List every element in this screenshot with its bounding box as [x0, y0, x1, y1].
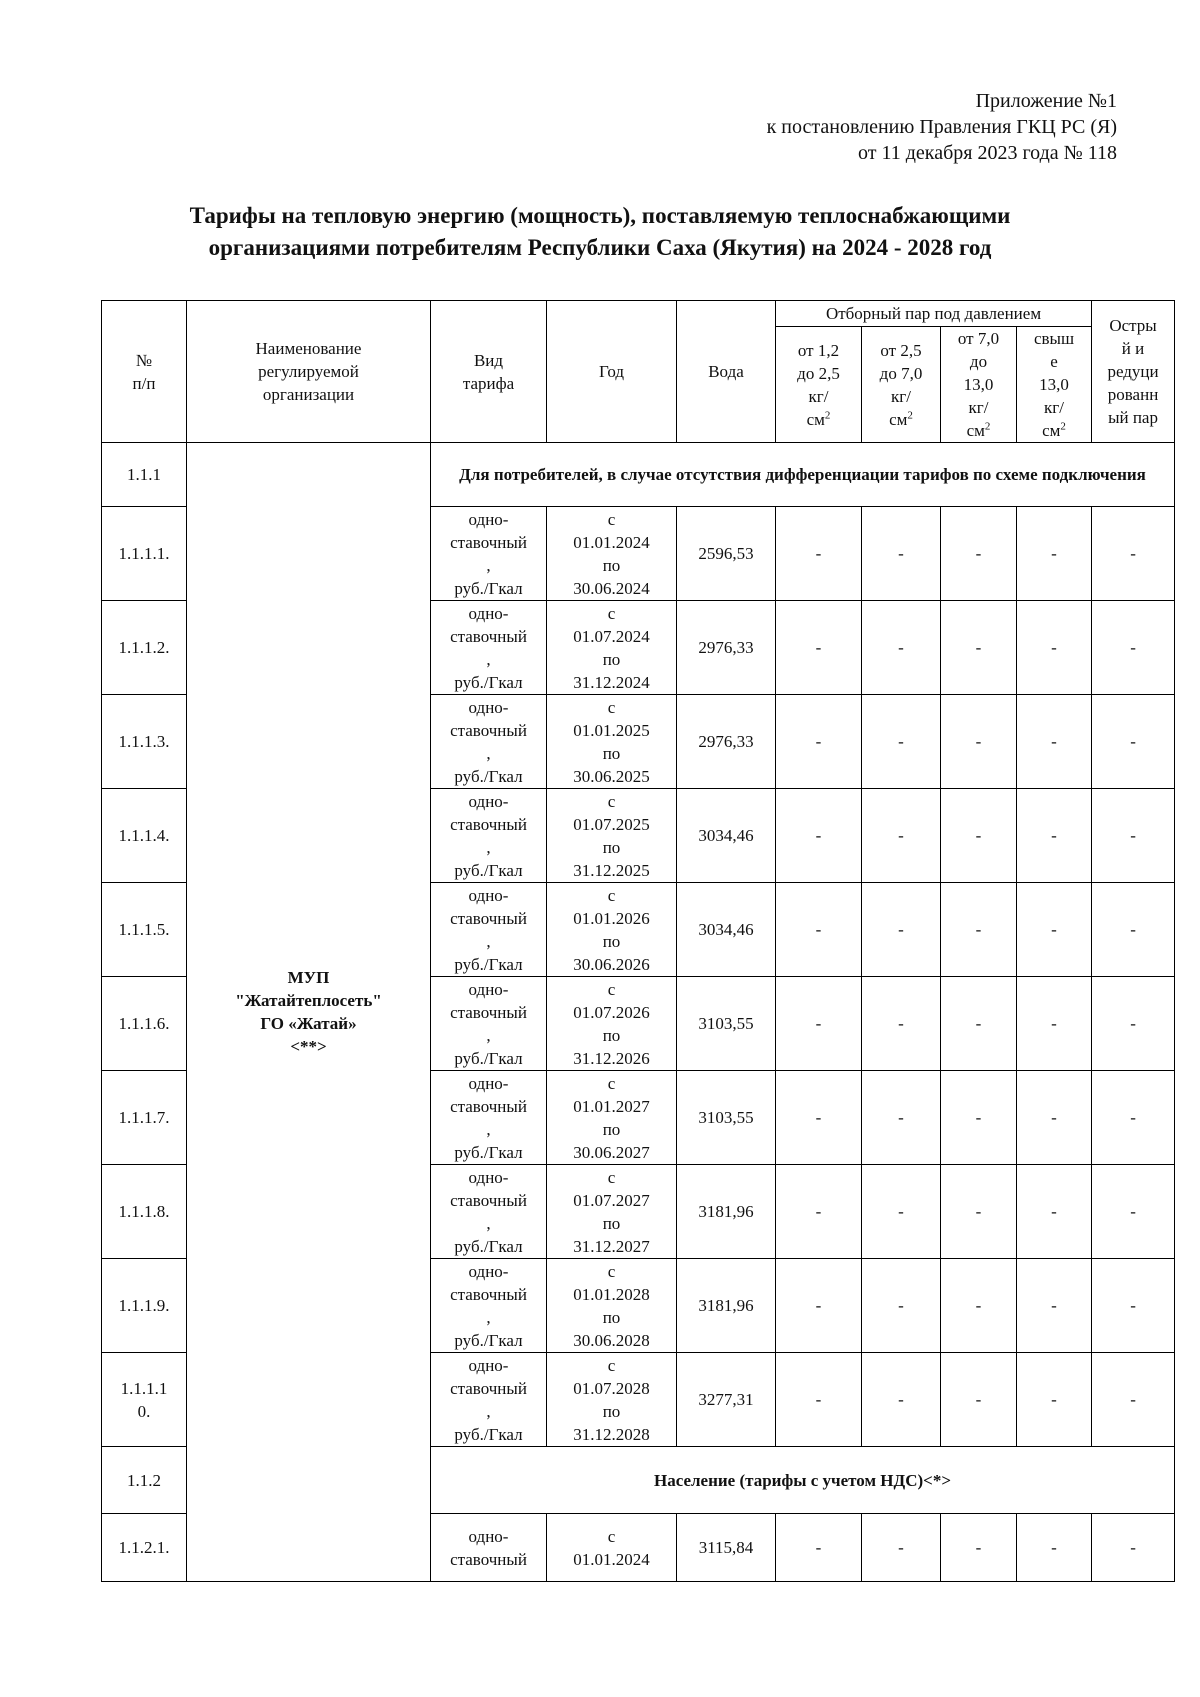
period-from-word: с: [607, 509, 616, 529]
steam-3-value: -: [941, 1165, 1017, 1259]
tariff-type-line: ставочный: [450, 1284, 527, 1304]
water-value: 2976,33: [677, 695, 776, 789]
row-num: 1.1.1.4.: [102, 789, 187, 883]
sharp-steam-value: -: [1092, 1353, 1175, 1447]
water-value: 2976,33: [677, 601, 776, 695]
period-from-date: 01.01.2028: [573, 1284, 650, 1304]
tariff-type-line: одно-: [468, 697, 509, 717]
tariff-type-line: одно-: [468, 1261, 509, 1281]
steam-4-value: -: [1017, 601, 1092, 695]
period-to-date: 30.06.2026: [573, 954, 650, 974]
header-steam-line: от 2,5: [880, 340, 922, 360]
header-steam-line: е: [1050, 352, 1058, 371]
period-to-word: по: [602, 1401, 621, 1421]
organization-line: <**>: [290, 1037, 327, 1056]
header-water: Вода: [677, 301, 776, 443]
tariff-period: [547, 1071, 677, 1165]
period-to-date: 31.12.2025: [573, 860, 650, 880]
row-num: 1.1.1.6.: [102, 977, 187, 1071]
annex-line: от 11 декабря 2023 года № 118: [858, 142, 1117, 164]
period-to-word: по: [602, 649, 621, 669]
header-steam-unit: [943, 419, 1014, 442]
tariff-type-line: одно-: [468, 885, 509, 905]
unit-text: см: [1042, 421, 1061, 440]
tariff-type: [431, 695, 547, 789]
tariff-period: [547, 695, 677, 789]
tariff-type-line: ставочный: [450, 1002, 527, 1022]
steam-1-value: -: [776, 789, 862, 883]
header-steam-line: 13,0: [963, 375, 994, 394]
title-line: организациями потребителям Республики Саха (Якутия) на 2024 - 2028 год: [208, 235, 992, 260]
header-org-line: организации: [262, 385, 355, 404]
steam-4-value: -: [1017, 977, 1092, 1071]
tariff-period: [547, 507, 677, 601]
tariff-type-line: ,: [486, 649, 491, 669]
tariff-type-line: одно-: [468, 1073, 509, 1093]
period-from-date: 01.01.2027: [573, 1096, 650, 1116]
period-from-date: 01.07.2027: [573, 1190, 650, 1210]
tariff-type-line: одно-: [468, 979, 509, 999]
header-tariff-type: [431, 301, 547, 443]
steam-3-value: -: [941, 1071, 1017, 1165]
section-label: Для потребителей, в случае отсутствия дифференциации тарифов по схеме подключения: [431, 443, 1175, 507]
tariff-type: [431, 1071, 547, 1165]
title-line: Тарифы на тепловую энергию (мощность), поставляемую теплоснабжающими: [189, 203, 1011, 228]
period-to-date: 30.06.2028: [573, 1330, 650, 1350]
tariff-type-line: ставочный: [450, 532, 527, 552]
steam-3-value: -: [941, 883, 1017, 977]
tariff-type-line: ставочный: [450, 1549, 527, 1569]
tariff-type-line: ставочный: [450, 814, 527, 834]
header-sharp-line: Остры: [1109, 316, 1157, 335]
header-tariff-line: тарифа: [462, 373, 515, 393]
tariff-type: [431, 883, 547, 977]
steam-4-value: -: [1017, 1353, 1092, 1447]
steam-2-value: -: [862, 1071, 941, 1165]
tariff-type-line: руб./Гкал: [454, 672, 523, 692]
sharp-steam-value: -: [1092, 1071, 1175, 1165]
sharp-steam-value: -: [1092, 1514, 1175, 1582]
tariff-type-line: одно-: [468, 509, 509, 529]
tariff-type-line: ставочный: [450, 1190, 527, 1210]
row-num-line: 0.: [137, 1401, 151, 1421]
header-sharp-line: ый пар: [1108, 408, 1158, 427]
steam-2-value: -: [862, 789, 941, 883]
unit-text: см: [966, 421, 985, 440]
tariff-type-line: одно-: [468, 603, 509, 623]
row-num: 1.1.1.8.: [102, 1165, 187, 1259]
tariff-type-line: руб./Гкал: [454, 1424, 523, 1444]
organization-line: "Жатайтеплосеть": [235, 991, 382, 1010]
tariff-period: [547, 601, 677, 695]
header-steam-line: кг/: [891, 386, 911, 406]
steam-4-value: -: [1017, 1259, 1092, 1353]
header-steam-line: до: [969, 352, 988, 371]
steam-3-value: -: [941, 601, 1017, 695]
annex-line: к постановлению Правления ГКЦ РС (Я): [766, 116, 1117, 138]
period-to-date: 31.12.2026: [573, 1048, 650, 1068]
header-row: [102, 301, 1175, 327]
section-row: [102, 443, 1175, 507]
steam-1-value: -: [776, 695, 862, 789]
steam-3-value: -: [941, 695, 1017, 789]
tariff-type-line: руб./Гкал: [454, 578, 523, 598]
header-steam-3: [941, 327, 1017, 443]
unit-text: см: [889, 409, 908, 429]
period-from-word: с: [607, 1261, 616, 1281]
steam-3-value: -: [941, 977, 1017, 1071]
tariff-type: [431, 789, 547, 883]
period-to-word: по: [602, 555, 621, 575]
row-num: [102, 1353, 187, 1447]
tariff-type-line: ставочный: [450, 720, 527, 740]
period-to-date: 30.06.2024: [573, 578, 650, 598]
steam-1-value: -: [776, 601, 862, 695]
steam-1-value: -: [776, 977, 862, 1071]
row-num: 1.1.1.9.: [102, 1259, 187, 1353]
tariff-type-line: руб./Гкал: [454, 1330, 523, 1350]
steam-2-value: -: [862, 1259, 941, 1353]
tariff-type-line: руб./Гкал: [454, 1048, 523, 1068]
tariff-type-line: ,: [486, 1119, 491, 1139]
period-to-word: по: [602, 1025, 621, 1045]
period-to-date: 31.12.2028: [573, 1424, 650, 1444]
tariff-type-line: ,: [486, 837, 491, 857]
header-steam-line: 13,0: [1039, 375, 1069, 394]
period-to-date: 31.12.2027: [573, 1236, 650, 1256]
steam-4-value: -: [1017, 1071, 1092, 1165]
tariff-type-line: ,: [486, 931, 491, 951]
steam-1-value: -: [776, 1514, 862, 1582]
header-sharp-line: рованн: [1107, 385, 1159, 404]
period-from-word: с: [607, 885, 616, 905]
period-from-date: 01.07.2026: [573, 1002, 650, 1022]
period-from-word: с: [607, 1355, 616, 1375]
header-steam-4: [1017, 327, 1092, 443]
steam-1-value: -: [776, 1259, 862, 1353]
tariff-period: [547, 1514, 677, 1582]
tariff-type-line: ,: [486, 1025, 491, 1045]
water-value: 3181,96: [677, 1165, 776, 1259]
steam-3-value: -: [941, 1514, 1017, 1582]
period-from-date: 01.07.2024: [573, 626, 650, 646]
water-value: 3181,96: [677, 1259, 776, 1353]
section-num: 1.1.1: [102, 443, 187, 507]
tariff-type-line: одно-: [468, 791, 509, 811]
header-sharp-line: редуци: [1107, 362, 1159, 381]
tariff-type: [431, 1165, 547, 1259]
water-value: 3277,31: [677, 1353, 776, 1447]
header-sharp-steam: [1092, 301, 1175, 443]
tariff-type-line: руб./Гкал: [454, 1236, 523, 1256]
water-value: 2596,53: [677, 507, 776, 601]
steam-2-value: -: [862, 1165, 941, 1259]
tariff-period: [547, 883, 677, 977]
section-label: Население (тарифы с учетом НДС)<*>: [431, 1447, 1175, 1514]
header-steam-group: Отборный пар под давлением: [776, 301, 1092, 327]
period-line: с: [607, 1526, 616, 1546]
header-steam-line: кг/: [808, 386, 829, 406]
unit-superscript: 2: [907, 408, 913, 421]
steam-1-value: -: [776, 1353, 862, 1447]
header-sharp-line: й и: [1121, 339, 1145, 358]
header-steam-line: до 2,5: [797, 363, 840, 383]
annex-line: Приложение №1: [975, 90, 1117, 112]
sharp-steam-value: -: [1092, 1165, 1175, 1259]
row-num: 1.1.1.3.: [102, 695, 187, 789]
steam-2-value: -: [862, 695, 941, 789]
tariff-type: [431, 1514, 547, 1582]
water-value: 3103,55: [677, 977, 776, 1071]
header-steam-line: от 7,0: [957, 329, 1000, 348]
period-from-date: 01.07.2028: [573, 1378, 650, 1398]
tariff-type-line: ,: [486, 1213, 491, 1233]
water-value: 3034,46: [677, 789, 776, 883]
water-value: 3103,55: [677, 1071, 776, 1165]
header-steam-line: кг/: [1044, 398, 1064, 417]
steam-4-value: -: [1017, 695, 1092, 789]
period-to-word: по: [602, 1307, 621, 1327]
tariff-period: [547, 1353, 677, 1447]
steam-4-value: -: [1017, 883, 1092, 977]
tariff-type-line: руб./Гкал: [454, 1142, 523, 1162]
unit-superscript: 2: [1060, 420, 1066, 433]
document-title: [100, 200, 1100, 264]
steam-3-value: -: [941, 507, 1017, 601]
sharp-steam-value: -: [1092, 601, 1175, 695]
header-num-line: п/п: [132, 373, 156, 393]
tariff-type: [431, 1259, 547, 1353]
tariff-type-line: ставочный: [450, 1378, 527, 1398]
sharp-steam-value: -: [1092, 695, 1175, 789]
header-steam-1: [776, 327, 862, 443]
tariff-type: [431, 977, 547, 1071]
steam-2-value: -: [862, 601, 941, 695]
tariff-type-line: одно-: [468, 1167, 509, 1187]
organization-line: ГО «Жатай»: [260, 1014, 357, 1033]
steam-1-value: -: [776, 507, 862, 601]
steam-2-value: -: [862, 1514, 941, 1582]
period-to-date: 31.12.2024: [573, 672, 650, 692]
tariff-type-line: ,: [486, 743, 491, 763]
period-to-word: по: [602, 931, 621, 951]
row-num: 1.1.2.1.: [102, 1514, 187, 1582]
period-from-date: 01.01.2024: [573, 532, 650, 552]
header-steam-line: кг/: [968, 398, 989, 417]
steam-2-value: -: [862, 977, 941, 1071]
header-steam-unit: [778, 408, 859, 431]
tariff-period: [547, 1259, 677, 1353]
steam-3-value: -: [941, 1353, 1017, 1447]
header-steam-unit: [864, 408, 938, 431]
header-steam-2: [862, 327, 941, 443]
organization-name: [187, 443, 431, 1582]
unit-superscript: 2: [824, 408, 831, 421]
sharp-steam-value: -: [1092, 977, 1175, 1071]
period-from-word: с: [607, 979, 616, 999]
tariff-type-line: ,: [486, 1401, 491, 1421]
period-to-date: 30.06.2027: [573, 1142, 650, 1162]
period-from-word: с: [607, 1073, 616, 1093]
period-to-word: по: [602, 1119, 621, 1139]
header-num-line: №: [135, 350, 153, 370]
period-to-word: по: [602, 1213, 621, 1233]
unit-superscript: 2: [984, 420, 991, 433]
annex-note: [767, 88, 1117, 166]
water-value: 3034,46: [677, 883, 776, 977]
steam-1-value: -: [776, 883, 862, 977]
sharp-steam-value: -: [1092, 789, 1175, 883]
steam-4-value: -: [1017, 789, 1092, 883]
header-steam-line: от 1,2: [797, 340, 840, 360]
period-from-word: с: [607, 1167, 616, 1187]
header-year: Год: [547, 301, 677, 443]
steam-4-value: -: [1017, 507, 1092, 601]
header-org-line: Наименование: [255, 339, 362, 358]
tariff-type-line: ставочный: [450, 908, 527, 928]
water-value: 3115,84: [677, 1514, 776, 1582]
header-tariff-line: Вид: [473, 350, 504, 370]
tariff-period: [547, 789, 677, 883]
period-from-word: с: [607, 697, 616, 717]
tariff-type-line: руб./Гкал: [454, 860, 523, 880]
tariff-type-line: руб./Гкал: [454, 954, 523, 974]
sharp-steam-value: -: [1092, 883, 1175, 977]
steam-4-value: -: [1017, 1165, 1092, 1259]
tariff-period: [547, 1165, 677, 1259]
steam-1-value: -: [776, 1165, 862, 1259]
tariff-period: [547, 977, 677, 1071]
period-to-date: 30.06.2025: [573, 766, 650, 786]
tariff-type-line: руб./Гкал: [454, 766, 523, 786]
sharp-steam-value: -: [1092, 507, 1175, 601]
section-num: 1.1.2: [102, 1447, 187, 1514]
row-num: 1.1.1.2.: [102, 601, 187, 695]
steam-2-value: -: [862, 883, 941, 977]
header-num: [102, 301, 187, 443]
tariff-type-line: ставочный: [450, 626, 527, 646]
steam-3-value: -: [941, 1259, 1017, 1353]
tariff-type-line: ,: [486, 1307, 491, 1327]
header-steam-line: свыш: [1033, 329, 1075, 348]
header-org-line: регулируемой: [258, 362, 359, 381]
period-from-date: 01.01.2026: [573, 908, 650, 928]
row-num: 1.1.1.1.: [102, 507, 187, 601]
header-steam-line: до 7,0: [879, 363, 923, 383]
header-org: [187, 301, 431, 443]
steam-1-value: -: [776, 1071, 862, 1165]
tariff-type: [431, 1353, 547, 1447]
period-from-date: 01.01.2025: [573, 720, 650, 740]
tariff-table: [101, 300, 1175, 1582]
steam-2-value: -: [862, 1353, 941, 1447]
tariff-type: [431, 601, 547, 695]
sharp-steam-value: -: [1092, 1259, 1175, 1353]
steam-2-value: -: [862, 507, 941, 601]
period-line: 01.01.2024: [573, 1549, 650, 1569]
tariff-type-line: одно-: [468, 1355, 509, 1375]
header-steam-unit: [1019, 419, 1089, 442]
steam-4-value: -: [1017, 1514, 1092, 1582]
steam-3-value: -: [941, 789, 1017, 883]
tariff-type-line: одно-: [468, 1526, 509, 1546]
period-to-word: по: [602, 743, 621, 763]
tariff-type-line: ,: [486, 555, 491, 575]
unit-text: см: [806, 409, 825, 429]
row-num-line: 1.1.1.1: [120, 1378, 168, 1398]
row-num: 1.1.1.7.: [102, 1071, 187, 1165]
period-from-date: 01.07.2025: [573, 814, 650, 834]
organization-line: МУП: [287, 968, 330, 987]
period-from-word: с: [607, 603, 616, 623]
row-num: 1.1.1.5.: [102, 883, 187, 977]
period-to-word: по: [602, 837, 621, 857]
tariff-type: [431, 507, 547, 601]
tariff-type-line: ставочный: [450, 1096, 527, 1116]
period-from-word: с: [607, 791, 616, 811]
